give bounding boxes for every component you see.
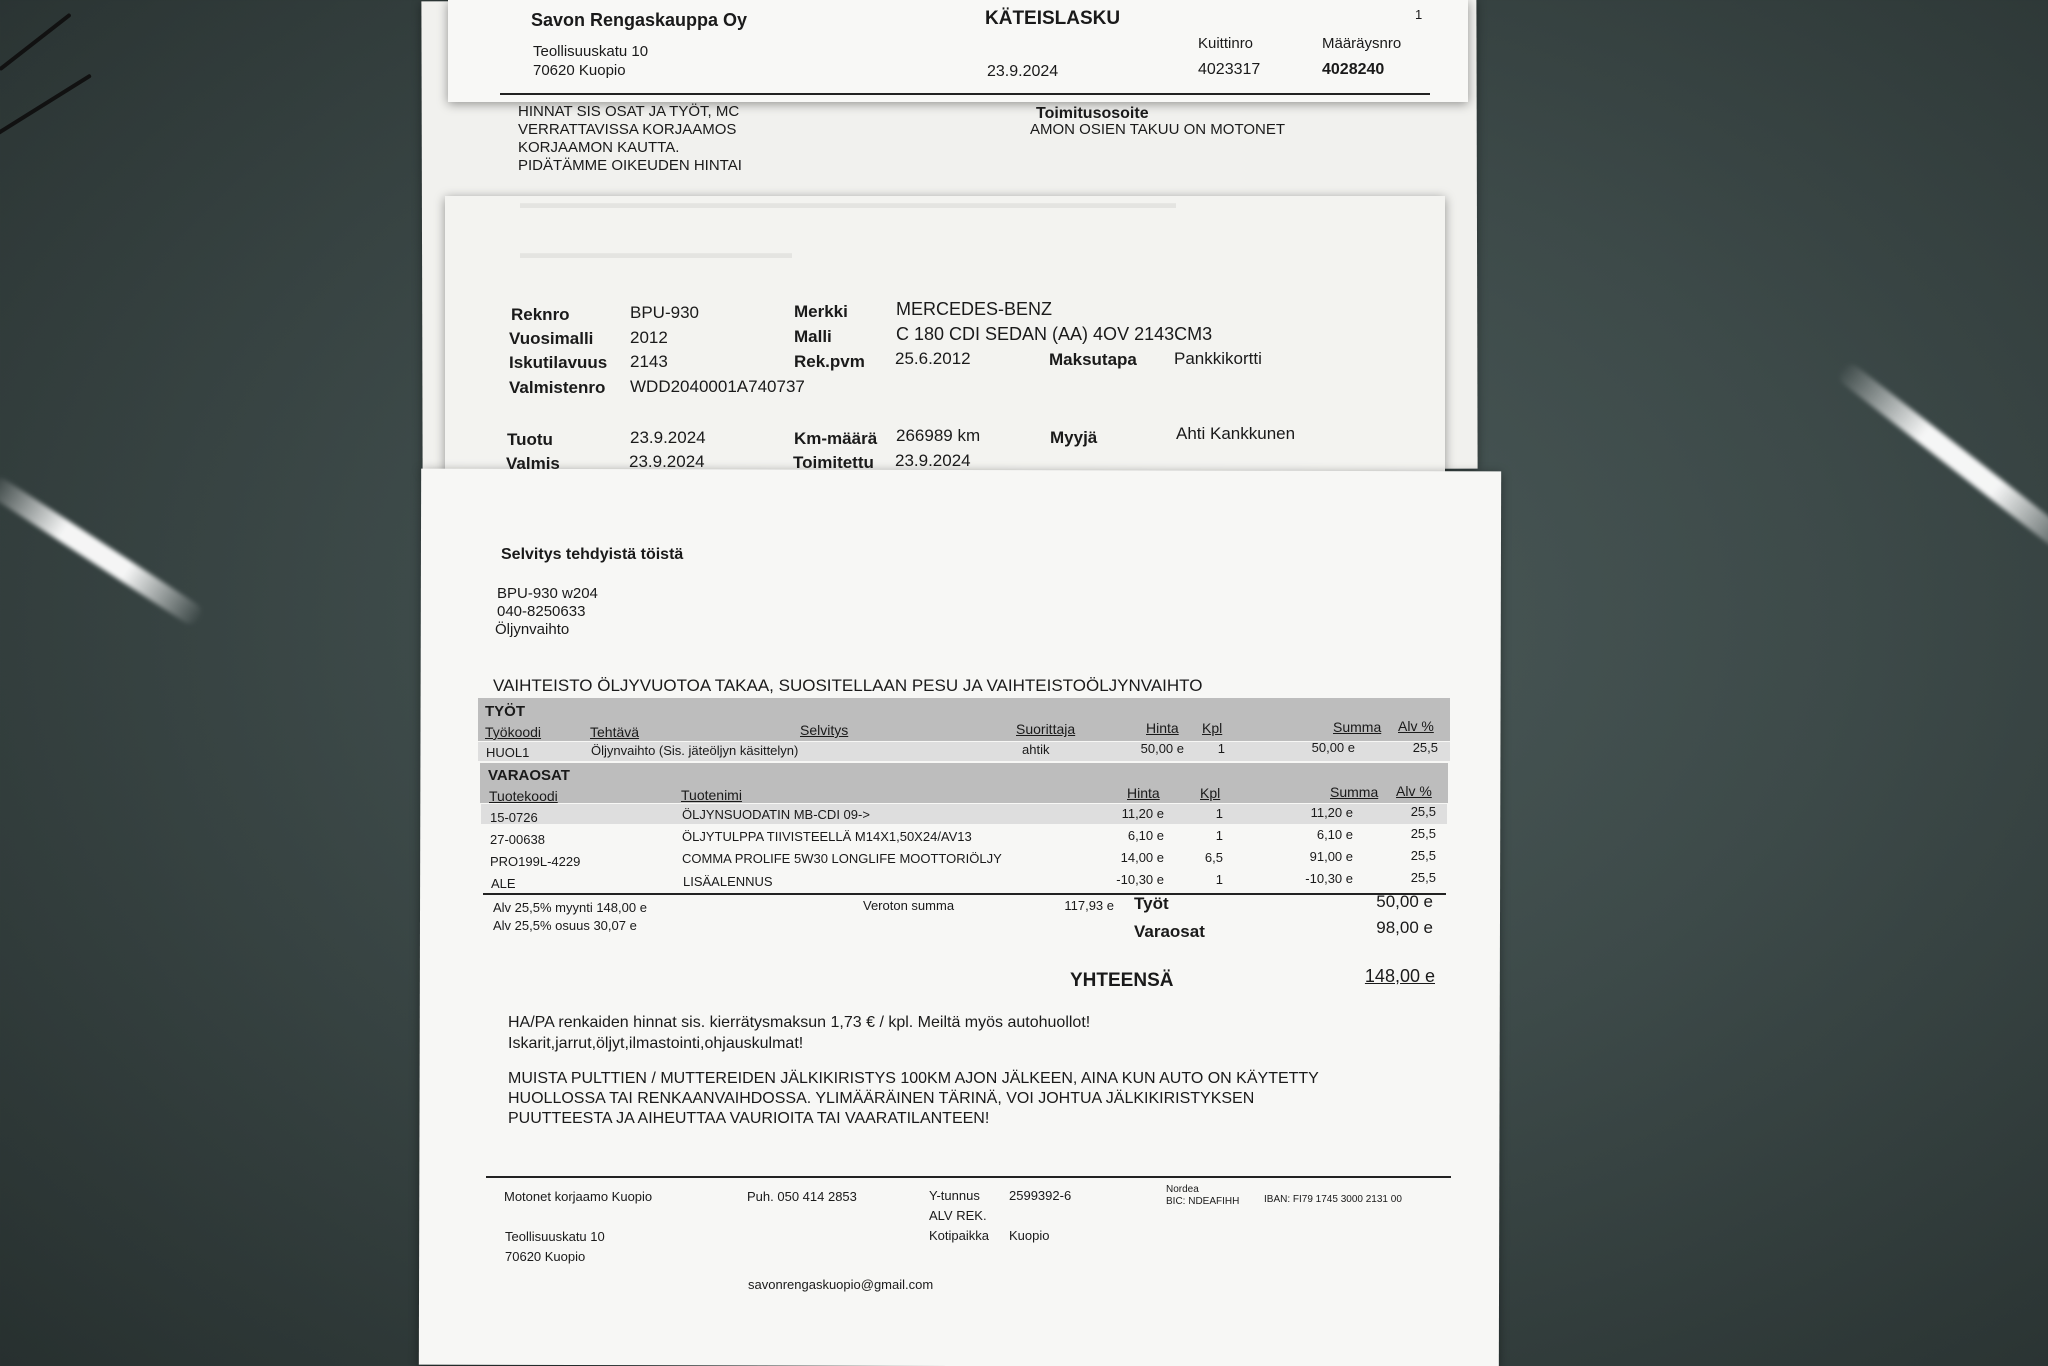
malli-label: Malli	[794, 327, 832, 346]
col-summa: Summa	[1330, 784, 1379, 800]
part-vat: 25,5	[1410, 870, 1436, 885]
part-vat: 25,5	[1410, 848, 1436, 863]
tyot-total-value: 50,00 e	[1376, 892, 1433, 911]
valmis-label: Valmis	[506, 454, 560, 473]
tyot-section-title: TYÖT	[485, 703, 525, 720]
col-alv: Alv %	[1396, 783, 1432, 799]
tyot-row-sum: 50,00 e	[1311, 740, 1355, 755]
rekpvm-value: 25.6.2012	[895, 349, 971, 368]
notice-line: PIDÄTÄMME OIKEUDEN HINTAI	[518, 157, 742, 174]
document-title: KÄTEISLASKU	[985, 8, 1121, 29]
grand-total-label: YHTEENSÄ	[1070, 970, 1174, 991]
delivery-address-label: Toimitusosoite	[1036, 105, 1149, 122]
notice-line: KORJAAMON KAUTTA.	[518, 139, 680, 156]
info-line: HA/PA renkaiden hinnat sis. kierrätysmaksun 1,73 € / kpl. Meiltä myös autohuollot!	[508, 1014, 1091, 1031]
receipt-label: Kuittinro	[1198, 35, 1254, 52]
part-price: 14,00 e	[1120, 850, 1164, 865]
light-reflection-right	[1835, 360, 2048, 562]
footer-street: Teollisuuskatu 10	[505, 1229, 605, 1244]
footer-city: 70620 Kuopio	[505, 1249, 586, 1264]
vuosimalli-label: Vuosimalli	[509, 329, 594, 348]
footer-alv: ALV REK.	[929, 1208, 987, 1223]
warning-line: PUUTTEESTA JA AIHEUTTAA VAURIOITA TAI VAARATILANTEEN!	[508, 1110, 990, 1127]
iskutilavuus-value: 2143	[630, 352, 668, 371]
page-number: 1	[1415, 7, 1423, 22]
totals-divider	[483, 893, 1446, 895]
footer-divider	[486, 1176, 1451, 1178]
grand-total-value: 148,00 e	[1364, 966, 1435, 986]
part-price: 6,10 e	[1127, 828, 1164, 843]
tyot-row-vat: 25,5	[1412, 740, 1438, 755]
part-qty: 6,5	[1204, 850, 1223, 865]
footer-bic: BIC: NDEAFIHH	[1166, 1196, 1240, 1207]
invoice-date: 23.9.2024	[987, 63, 1059, 80]
warning-line: MUISTA PULTTIEN / MUTTEREIDEN JÄLKIKIRISTYS 100KM AJON JÄLKEEN, AINA KUN AUTO ON KÄYTETTY	[508, 1070, 1319, 1087]
malli-value: C 180 CDI SEDAN (AA) 4OV 2143CM3	[896, 324, 1213, 344]
merkki-label: Merkki	[794, 302, 848, 321]
order-label: Määräysnro	[1322, 35, 1402, 52]
tyot-row-qty: 1	[1217, 741, 1225, 756]
varaosat-total-label: Varaosat	[1134, 922, 1205, 941]
tyot-row-task: Öljynvaihto (Sis. jäteöljyn käsittelyn)	[591, 743, 799, 758]
col-alv: Alv %	[1398, 718, 1434, 734]
col-hinta: Hinta	[1146, 720, 1179, 736]
notice-line: HINNAT SIS OSAT JA TYÖT, MC	[518, 103, 740, 120]
net-value: 117,93 e	[1064, 898, 1114, 913]
work-note: Öljynvaihto	[495, 621, 570, 638]
col-summa: Summa	[1333, 719, 1382, 735]
part-name: ÖLJYNSUODATIN MB-CDI 09->	[682, 807, 870, 822]
header-divider	[500, 93, 1430, 95]
net-label: Veroton summa	[863, 898, 955, 913]
part-qty: 1	[1215, 828, 1223, 843]
iskutilavuus-label: Iskutilavuus	[509, 353, 608, 372]
footer-iban: IBAN: FI79 1745 3000 2131 00	[1264, 1194, 1402, 1205]
part-code: ALE	[491, 876, 516, 891]
part-sum: -10,30 e	[1305, 871, 1353, 886]
part-price: -10,30 e	[1116, 872, 1164, 887]
toimitettu-value: 23.9.2024	[895, 451, 971, 470]
company-city: 70620 Kuopio	[533, 62, 626, 79]
valmis-value: 23.9.2024	[629, 452, 705, 471]
merkki-value: MERCEDES-BENZ	[896, 299, 1053, 319]
tyot-row-performer: ahtik	[1022, 742, 1050, 757]
tyot-row-code: HUOL1	[486, 745, 530, 760]
col-selvitys: Selvitys	[800, 722, 849, 738]
tuotu-label: Tuotu	[507, 430, 553, 449]
vuosimalli-value: 2012	[630, 328, 668, 347]
part-sum: 6,10 e	[1316, 827, 1353, 842]
part-sum: 91,00 e	[1309, 849, 1353, 864]
col-kpl: Kpl	[1200, 785, 1221, 801]
footer-ytunnus-label: Y-tunnus	[929, 1188, 980, 1203]
footer-name: Motonet korjaamo Kuopio	[504, 1189, 653, 1204]
notice-line: VERRATTAVISSA KORJAAMOS	[518, 121, 737, 138]
tyot-row-price: 50,00 e	[1140, 741, 1184, 756]
part-qty: 1	[1215, 872, 1223, 887]
work-heading: Selvitys tehdyistä töistä	[501, 546, 684, 563]
col-suorittaja: Suorittaja	[1016, 721, 1076, 737]
tyot-total-label: Työt	[1134, 894, 1169, 913]
order-number: 4028240	[1322, 61, 1385, 78]
col-kpl: Kpl	[1202, 720, 1223, 736]
part-sum: 11,20 e	[1310, 805, 1353, 820]
part-name: LISÄALENNUS	[683, 874, 773, 889]
reknro-label: Reknro	[511, 305, 570, 324]
maksutapa-value: Pankkikortti	[1174, 349, 1262, 368]
footer-bank: Nordea	[1166, 1184, 1199, 1195]
part-vat: 25,5	[1410, 826, 1436, 841]
col-tuotekoodi: Tuotekoodi	[489, 788, 558, 804]
part-vat: 25,5	[1410, 804, 1436, 819]
vat-share: Alv 25,5% osuus 30,07 e	[493, 918, 637, 933]
footer-kotipaikka: Kuopio	[1009, 1228, 1050, 1243]
bleed-through: ▬▬▬▬▬▬▬▬▬▬▬▬▬▬▬▬▬▬▬▬▬▬▬▬▬▬▬▬▬▬▬▬▬▬▬▬▬▬▬▬▬	[520, 195, 1176, 212]
part-qty: 1	[1215, 806, 1223, 821]
part-name: COMMA PROLIFE 5W30 LONGLIFE MOOTTORIÖLJY	[682, 851, 1002, 866]
rekpvm-label: Rek.pvm	[794, 352, 865, 371]
part-price: 11,20 e	[1121, 806, 1164, 821]
company-street: Teollisuuskatu 10	[533, 43, 649, 60]
part-code: 15-0726	[490, 810, 538, 825]
light-reflection-left	[0, 474, 206, 629]
vat-sales: Alv 25,5% myynti 148,00 e	[493, 900, 647, 915]
km-label: Km-määrä	[794, 429, 878, 448]
footer-email: savonrengaskuopio@gmail.com	[748, 1277, 934, 1292]
maksutapa-label: Maksutapa	[1049, 350, 1137, 369]
tuotu-value: 23.9.2024	[630, 428, 706, 447]
part-name: ÖLJYTULPPA TIIVISTEELLÄ M14X1,50X24/AV13	[682, 829, 972, 844]
myyja-value: Ahti Kankkunen	[1176, 424, 1296, 443]
work-remark: VAIHTEISTO ÖLJYVUOTOA TAKAA, SUOSITELLAAN PESU JA VAIHTEISTOÖLJYNVAIHTO	[493, 676, 1203, 695]
valmistenro-label: Valmistenro	[509, 378, 606, 397]
reknro-value: BPU-930	[630, 303, 699, 322]
info-line: Iskarit,jarrut,öljyt,ilmastointi,ohjauskulmat!	[508, 1035, 804, 1052]
cable	[0, 74, 92, 141]
part-code: 27-00638	[490, 832, 545, 847]
bleed-through: ▬▬▬▬▬▬▬▬▬▬▬▬▬▬▬▬▬	[520, 245, 792, 262]
col-tehtava: Tehtävä	[590, 724, 640, 740]
km-value: 266989 km	[896, 426, 981, 445]
footer-phone: Puh. 050 414 2853	[747, 1189, 857, 1204]
company-name: Savon Rengaskauppa Oy	[531, 10, 748, 30]
work-note: BPU-930 w204	[497, 585, 598, 602]
footer-ytunnus: 2599392-6	[1009, 1188, 1072, 1203]
col-hinta: Hinta	[1127, 785, 1160, 801]
col-tyokoodi: Työkoodi	[485, 724, 542, 740]
work-note: 040-8250633	[497, 603, 586, 620]
delivery-address-text: AMON OSIEN TAKUU ON MOTONET	[1030, 121, 1286, 138]
toimitettu-label: Toimitettu	[793, 453, 874, 472]
varaosat-section-title: VARAOSAT	[488, 767, 570, 784]
valmistenro-value: WDD2040001A740737	[630, 377, 805, 396]
part-code: PRO199L-4229	[490, 854, 581, 869]
varaosat-header-bar	[480, 763, 1448, 803]
cable	[0, 13, 72, 72]
myyja-label: Myyjä	[1050, 428, 1098, 447]
col-tuotenimi: Tuotenimi	[681, 787, 742, 803]
warning-line: HUOLLOSSA TAI RENKAANVAIHDOSSA. YLIMÄÄRÄINEN TÄRINÄ, VOI JOHTUA JÄLKIKIRISTYKSEN	[508, 1090, 1255, 1107]
varaosat-total-value: 98,00 e	[1376, 918, 1433, 937]
receipt-number: 4023317	[1198, 61, 1261, 78]
footer-kotipaikka-label: Kotipaikka	[929, 1228, 989, 1243]
